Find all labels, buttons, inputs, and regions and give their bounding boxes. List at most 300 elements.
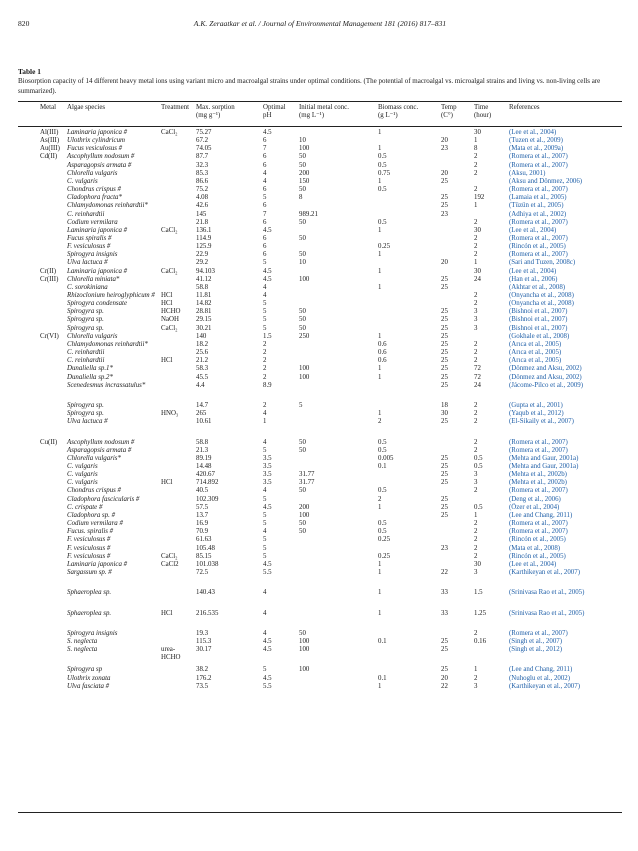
- cell-ph: 5.5: [263, 682, 272, 690]
- cell-reference: (Singh et al., 2007): [509, 638, 563, 645]
- cell-species: F. vesiculosus #: [67, 536, 111, 544]
- cell-time: 30: [474, 226, 481, 234]
- cell-ph: 5: [263, 259, 267, 267]
- cell-initial-conc: 31.77: [299, 471, 315, 479]
- cell-species: Fucus vesiculosus #: [67, 145, 123, 153]
- cell-initial-conc: 50: [299, 251, 306, 259]
- cell-reference: (Romera et al., 2007): [509, 186, 568, 194]
- cell-max-sorption: 19.3: [196, 629, 209, 637]
- cell-max-sorption: 101.038: [196, 560, 219, 568]
- cell-reference: (Lee and Chang, 2011): [509, 666, 573, 674]
- cell-ph: 5: [263, 520, 267, 528]
- cell-reference: (Gupta et al., 2001): [509, 401, 563, 409]
- cell-temp: 25: [441, 418, 448, 426]
- cell-reference: (Tuzen et al., 2009): [509, 137, 563, 145]
- table-header: [0, 104, 638, 126]
- cell-species: Ulothrix cylindricum: [67, 137, 125, 145]
- cell-initial-conc: 200: [299, 503, 310, 511]
- cell-time: 72: [474, 365, 481, 373]
- cell-max-sorption: 67.2: [196, 137, 209, 145]
- cell-ph: 6: [263, 234, 267, 242]
- cell-biomass: 1: [378, 682, 382, 690]
- cell-biomass: 0.1: [378, 463, 387, 470]
- cell-temp: 25: [441, 332, 448, 340]
- cell-ph: 4.5: [263, 275, 272, 283]
- cell-temp: 23: [441, 544, 448, 552]
- cell-species: Sargassum sp. #: [67, 568, 112, 576]
- cell-reference: (Onyancha et al., 2008): [509, 300, 574, 308]
- header-max-sorption: Max. sorption: [196, 104, 235, 111]
- cell-initial-conc: 50: [299, 218, 306, 226]
- cell-max-sorption: 58.3: [196, 365, 209, 373]
- cell-max-sorption: 140: [196, 332, 207, 340]
- cell-max-sorption: 16.9: [196, 520, 209, 528]
- cell-reference: (Romera et al., 2007): [509, 218, 568, 226]
- cell-time: 1.25: [474, 609, 487, 617]
- cell-max-sorption: 73.5: [196, 682, 209, 690]
- cell-species: Spirogyra sp.: [67, 401, 104, 409]
- cell-time: 2: [474, 300, 478, 308]
- cell-time: 24: [474, 381, 481, 389]
- cell-initial-conc: 150: [299, 177, 310, 185]
- table-label: Table 1: [18, 67, 41, 76]
- cell-temp: 23: [441, 210, 448, 218]
- cell-metal: Cr(III): [40, 275, 59, 283]
- cell-initial-conc: 10: [299, 259, 306, 267]
- cell-species: Ulva lactuca #: [67, 418, 108, 426]
- cell-species: Ulothrix zonata: [67, 674, 111, 682]
- cell-temp: 25: [441, 463, 448, 470]
- cell-ph: 5.5: [263, 568, 272, 576]
- cell-time: 30: [474, 267, 481, 275]
- cell-temp: 25: [441, 357, 448, 365]
- cell-reference: (Romera et al., 2007): [509, 438, 568, 446]
- cell-ph: 2: [263, 340, 267, 348]
- cell-max-sorption: 21.3: [196, 446, 209, 454]
- cell-temp: 25: [441, 324, 448, 332]
- cell-time: 2: [474, 349, 478, 357]
- cell-ph: 7: [263, 210, 267, 218]
- cell-biomass: 1: [378, 226, 382, 234]
- cell-time: 2: [474, 552, 478, 560]
- cell-species: Cladophora fascicularis #: [67, 495, 140, 503]
- cell-species: Dunaliella sp.2*: [67, 373, 113, 381]
- header-temp: Temp: [441, 104, 457, 111]
- cell-initial-conc: 31.77: [299, 479, 315, 487]
- header-metal: Metal: [40, 104, 57, 111]
- cell-initial-conc: 5: [299, 401, 303, 409]
- cell-biomass: 0.25: [378, 552, 391, 560]
- cell-temp: 25: [441, 495, 448, 503]
- cell-ph: 4: [263, 438, 267, 446]
- cell-treatment: CaCl2: [161, 560, 179, 568]
- cell-reference: (Srinivasa Rao et al., 2005): [509, 609, 585, 617]
- cell-initial-conc: 50: [299, 629, 306, 637]
- cell-ph: 6: [263, 202, 267, 210]
- cell-biomass: 0.005: [378, 454, 394, 462]
- cell-reference: (Dönmez and Aksu, 2002): [509, 373, 582, 381]
- cell-species: Laminaria japonica #: [67, 226, 128, 234]
- cell-ph: 4: [263, 410, 267, 418]
- cell-initial-conc: 100: [299, 666, 310, 674]
- cell-species: Chlamydomonas reinhardtii*: [67, 340, 148, 348]
- header-time-unit: (hour): [474, 112, 492, 120]
- cell-species: C. crispate #: [67, 503, 103, 511]
- cell-initial-conc: 50: [299, 520, 306, 528]
- cell-biomass: 1: [378, 410, 382, 418]
- cell-max-sorption: 70.9: [196, 528, 209, 536]
- cell-max-sorption: 58.8: [196, 283, 209, 291]
- cell-reference: (Nuhoglu et al., 2002): [509, 674, 571, 682]
- header-biomass: Biomass conc.: [378, 104, 419, 111]
- cell-biomass: 0.5: [378, 161, 387, 169]
- cell-time: 1: [474, 202, 478, 210]
- cell-species: C. vulgaris: [67, 471, 98, 479]
- cell-biomass: 0.1: [378, 674, 387, 682]
- cell-max-sorption: 74.05: [196, 145, 212, 153]
- cell-reference: (Mata et al., 2009a): [509, 145, 564, 153]
- cell-max-sorption: 42.6: [196, 202, 209, 210]
- cell-max-sorption: 45.5: [196, 373, 209, 381]
- page-number: 820: [18, 19, 30, 28]
- cell-reference: (Romera et al., 2007): [509, 234, 568, 242]
- cell-reference: (Romera et al., 2007): [509, 446, 568, 454]
- cell-species: Chlamydomonas reinhardtii*: [67, 202, 148, 210]
- table-top-rule: [18, 101, 622, 102]
- cell-reference: (Romera et al., 2007): [509, 161, 568, 169]
- cell-initial-conc: 8: [299, 194, 303, 202]
- cell-max-sorption: 115.3: [196, 638, 212, 645]
- cell-species: Fucus. spiralis #: [67, 528, 114, 536]
- cell-reference: (Lee et al., 2004): [509, 129, 557, 136]
- cell-max-sorption: 72.5: [196, 568, 209, 576]
- cell-max-sorption: 89.19: [196, 454, 212, 462]
- cell-species: Codium vermilara #: [67, 520, 123, 528]
- header-biomass-unit: (g L⁻¹): [378, 112, 398, 120]
- cell-temp: 25: [441, 511, 448, 519]
- cell-treatment: urea-HCHO: [161, 646, 181, 662]
- cell-temp: 25: [441, 340, 448, 348]
- cell-reference: (Dönmez and Aksu, 2002): [509, 365, 582, 373]
- cell-biomass: 2: [378, 495, 382, 503]
- cell-initial-conc: 10: [299, 137, 306, 145]
- cell-temp: 25: [441, 349, 448, 357]
- cell-ph: 7: [263, 145, 267, 153]
- cell-ph: 4: [263, 487, 267, 495]
- cell-initial-conc: 989.21: [299, 210, 318, 218]
- cell-max-sorption: 114.9: [196, 234, 212, 242]
- cell-biomass: 0.6: [378, 340, 387, 348]
- cell-max-sorption: 86.6: [196, 177, 209, 185]
- cell-reference: (Özer et al., 2004): [509, 503, 560, 511]
- cell-time: 0.5: [474, 503, 483, 511]
- cell-ph: 4.5: [263, 638, 272, 645]
- cell-treatment: HCl: [161, 300, 173, 308]
- cell-species: Rhizoclonium heiroglyphicum #: [67, 292, 155, 299]
- cell-time: 2: [474, 251, 478, 259]
- cell-max-sorption: 32.3: [196, 161, 209, 169]
- cell-reference: (Mehta and Gaur, 2001a): [509, 454, 579, 462]
- cell-initial-conc: 50: [299, 446, 306, 454]
- cell-species: Dunaliella sp.1*: [67, 365, 113, 373]
- cell-ph: 2: [263, 373, 267, 381]
- cell-treatment: CaCl₂: [161, 226, 178, 234]
- cell-initial-conc: 100: [299, 365, 310, 373]
- cell-temp: 25: [441, 381, 448, 389]
- cell-ph: 4: [263, 589, 267, 597]
- cell-species: C. vulgaris: [67, 463, 98, 470]
- cell-reference: (Romera et al., 2007): [509, 251, 568, 259]
- cell-treatment: HNO₃: [161, 410, 179, 418]
- cell-reference: (Han et al., 2006): [509, 275, 558, 283]
- cell-time: 2: [474, 401, 478, 409]
- cell-reference: (Arıca et al., 2005): [509, 340, 562, 348]
- cell-ph: 4.5: [263, 674, 272, 682]
- cell-time: 2: [474, 243, 478, 251]
- cell-biomass: 1: [378, 589, 382, 597]
- cell-reference: (Romera et al., 2007): [509, 629, 568, 637]
- cell-ph: 5: [263, 666, 267, 674]
- cell-reference: (Lee and Chang, 2011): [509, 511, 573, 519]
- cell-time: 1: [474, 259, 478, 267]
- cell-ph: 6: [263, 186, 267, 194]
- cell-species: Spirogyra sp.: [67, 308, 104, 316]
- cell-max-sorption: 125.9: [196, 243, 212, 251]
- cell-species: Chlorella vulgaris: [67, 169, 118, 177]
- cell-ph: 4: [263, 609, 267, 617]
- cell-temp: 25: [441, 202, 448, 210]
- cell-ph: 6: [263, 137, 267, 145]
- cell-ph: 3.5: [263, 454, 272, 462]
- cell-ph: 3.5: [263, 479, 272, 487]
- cell-biomass: 1: [378, 267, 382, 275]
- cell-species: Spirogyra sp.: [67, 324, 104, 332]
- cell-ph: 4.5: [263, 560, 272, 568]
- cell-ph: 5: [263, 324, 267, 332]
- cell-max-sorption: 714.892: [196, 479, 219, 487]
- cell-reference: (Aksu, 2001): [509, 169, 546, 177]
- cell-treatment: CaCl₂: [161, 129, 178, 136]
- cell-biomass: 0.25: [378, 243, 391, 251]
- cell-temp: 25: [441, 275, 448, 283]
- cell-max-sorption: 87.7: [196, 153, 209, 161]
- cell-metal: Cu(II): [40, 438, 58, 446]
- cell-temp: 30: [441, 410, 448, 418]
- cell-species: Cladophora fracta*: [67, 194, 122, 202]
- cell-reference: (Adhiya et al., 2002): [509, 210, 567, 218]
- cell-species: Chlorella vulgaris*: [67, 454, 121, 462]
- cell-time: 2: [474, 186, 478, 194]
- cell-species: C. reinhardtii: [67, 357, 105, 365]
- header-species: Algae species: [67, 104, 106, 111]
- header-temp-unit: (C°): [441, 112, 453, 120]
- cell-time: 3: [474, 471, 478, 479]
- cell-max-sorption: 10.61: [196, 418, 212, 426]
- cell-time: 1.5: [474, 589, 483, 597]
- cell-time: 2: [474, 340, 478, 348]
- cell-ph: 4: [263, 292, 267, 299]
- cell-metal: Cr(II): [40, 267, 57, 275]
- cell-biomass: 1: [378, 332, 382, 340]
- cell-species: Spirogyra sp: [67, 666, 103, 674]
- cell-max-sorption: 420.67: [196, 471, 215, 479]
- cell-biomass: 1: [378, 373, 382, 381]
- cell-ph: 1.5: [263, 332, 272, 340]
- cell-biomass: 1: [378, 560, 382, 568]
- cell-biomass: 0.5: [378, 186, 387, 194]
- cell-time: 30: [474, 129, 481, 136]
- cell-initial-conc: 100: [299, 373, 310, 381]
- cell-reference: (Singh et al., 2012): [509, 646, 563, 654]
- cell-species: Chondrus crispus #: [67, 186, 121, 194]
- cell-ph: 4.5: [263, 129, 272, 136]
- cell-reference: (Romera et al., 2007): [509, 520, 568, 528]
- cell-reference: (Karthikeyan et al., 2007): [509, 568, 580, 576]
- cell-temp: 25: [441, 479, 448, 487]
- cell-time: 0.5: [474, 463, 483, 470]
- cell-temp: 20: [441, 137, 448, 145]
- cell-reference: (Tüzün et al., 2005): [509, 202, 564, 210]
- cell-ph: 4: [263, 528, 267, 536]
- cell-max-sorption: 102.309: [196, 495, 219, 503]
- cell-max-sorption: 4.08: [196, 194, 209, 202]
- cell-time: 1: [474, 137, 478, 145]
- cell-initial-conc: 50: [299, 438, 306, 446]
- cell-reference: (Srinivasa Rao et al., 2005): [509, 589, 585, 597]
- cell-time: 0.5: [474, 454, 483, 462]
- journal-reference: A.K. Zeraatkar et al. / Journal of Environmental Management 181 (2016) 817–831: [193, 19, 447, 28]
- cell-treatment: HCl: [161, 609, 173, 617]
- cell-reference: (Lee et al., 2004): [509, 226, 557, 234]
- cell-max-sorption: 14.7: [196, 401, 209, 409]
- cell-species: F. vesiculosus #: [67, 544, 111, 552]
- cell-max-sorption: 136.1: [196, 226, 212, 234]
- cell-reference: (Onyancha et al., 2008): [509, 292, 574, 299]
- cell-species: S. neglecta: [67, 646, 98, 654]
- cell-reference: (Bishnoi et al., 2007): [509, 308, 568, 316]
- cell-species: Laminaria japonica #: [67, 560, 128, 568]
- cell-biomass: 1: [378, 145, 382, 153]
- cell-time: 3: [474, 682, 478, 690]
- cell-max-sorption: 14.48: [196, 463, 212, 470]
- cell-species: Fucus spiralis #: [67, 234, 112, 242]
- cell-initial-conc: 200: [299, 169, 310, 177]
- cell-max-sorption: 57.5: [196, 503, 209, 511]
- header-references: References: [509, 104, 540, 111]
- cell-reference: (Lamaia et al., 2005): [509, 194, 567, 202]
- cell-reference: (Akhtar et al., 2008): [509, 283, 566, 291]
- cell-time: 3: [474, 324, 478, 332]
- cell-max-sorption: 4.4: [196, 381, 205, 389]
- cell-reference: (Rincón et al., 2005): [509, 536, 566, 544]
- cell-initial-conc: 100: [299, 511, 310, 519]
- cell-species: Scenedesmus incrassatulus*: [67, 381, 146, 389]
- cell-ph: 5: [263, 511, 267, 519]
- cell-metal: As(III): [40, 137, 60, 145]
- cell-initial-conc: 50: [299, 308, 306, 316]
- cell-time: 3: [474, 568, 478, 576]
- cell-reference: (Romera et al., 2007): [509, 487, 568, 495]
- cell-reference: (Romera et al., 2007): [509, 153, 568, 161]
- header-time: Time: [474, 104, 489, 111]
- cell-ph: 6: [263, 218, 267, 226]
- cell-species: F. vesiculosus #: [67, 243, 111, 251]
- cell-temp: 25: [441, 177, 448, 185]
- cell-temp: 33: [441, 589, 448, 597]
- header-ph: Optimal: [263, 104, 286, 111]
- cell-max-sorption: 265: [196, 410, 207, 418]
- cell-max-sorption: 22.9: [196, 251, 209, 259]
- cell-temp: 20: [441, 674, 448, 682]
- cell-temp: 25: [441, 365, 448, 373]
- cell-reference: (Jácome-Pilco et al., 2009): [509, 381, 584, 389]
- cell-treatment: CaCl₂: [161, 552, 178, 560]
- cell-initial-conc: 50: [299, 153, 306, 161]
- cell-temp: 22: [441, 568, 448, 576]
- table-caption: Biosorption capacity of 14 different heavy metal ions using variant micro and macroalgal strains under optimal conditions. (The potential of macroalgal vs. microalgal strains and living vs. non-living cells are summarized).: [18, 77, 601, 95]
- cell-reference: (El-Sikaily et al., 2007): [509, 418, 574, 426]
- cell-ph: 3.5: [263, 463, 272, 470]
- cell-temp: 25: [441, 503, 448, 511]
- cell-treatment: HCl: [161, 479, 173, 487]
- cell-reference: (Rincón et al., 2005): [509, 552, 566, 560]
- cell-max-sorption: 145: [196, 210, 207, 218]
- cell-max-sorption: 216.535: [196, 609, 219, 617]
- cell-time: 2: [474, 357, 478, 365]
- cell-initial-conc: 100: [299, 145, 310, 153]
- cell-time: 8: [474, 145, 478, 153]
- cell-ph: 4.5: [263, 226, 272, 234]
- cell-treatment: CaCl₂: [161, 267, 178, 275]
- cell-biomass: 1: [378, 251, 382, 259]
- cell-time: 2: [474, 292, 478, 299]
- cell-species: Spirogyra sp.: [67, 410, 104, 418]
- cell-ph: 5: [263, 495, 267, 503]
- cell-temp: 25: [441, 638, 448, 645]
- cell-metal: Cr(VI): [40, 332, 59, 340]
- cell-reference: (Deng et al., 2006): [509, 495, 561, 503]
- cell-ph: 4.5: [263, 503, 272, 511]
- cell-temp: 25: [441, 283, 448, 291]
- cell-initial-conc: 50: [299, 161, 306, 169]
- cell-ph: 4: [263, 629, 267, 637]
- cell-time: 24: [474, 275, 481, 283]
- cell-max-sorption: 176.2: [196, 674, 212, 682]
- cell-species: Codium vermilara: [67, 218, 118, 226]
- cell-species: C. vulgaris: [67, 177, 98, 185]
- running-head: [18, 19, 622, 31]
- cell-max-sorption: 61.63: [196, 536, 212, 544]
- cell-initial-conc: 50: [299, 186, 306, 194]
- cell-initial-conc: 100: [299, 275, 310, 283]
- cell-reference: (Bishnoi et al., 2007): [509, 316, 568, 324]
- cell-max-sorption: 29.15: [196, 316, 212, 324]
- cell-species: Chlorella vulgaris: [67, 332, 118, 340]
- cell-reference: (Mehta and Gaur, 2001a): [509, 463, 579, 470]
- cell-ph: 2: [263, 357, 267, 365]
- cell-time: 1: [474, 666, 478, 674]
- cell-biomass: 0.5: [378, 153, 387, 161]
- cell-max-sorption: 38.2: [196, 666, 209, 674]
- cell-time: 2: [474, 536, 478, 544]
- cell-reference: (Bishnoi et al., 2007): [509, 324, 568, 332]
- cell-reference: (Gokhale et al., 2008): [509, 332, 570, 340]
- cell-max-sorption: 75.27: [196, 129, 212, 136]
- cell-biomass: 0.1: [378, 638, 387, 645]
- cell-reference: (Arıca et al., 2005): [509, 357, 562, 365]
- cell-temp: 25: [441, 454, 448, 462]
- cell-biomass: 1: [378, 609, 382, 617]
